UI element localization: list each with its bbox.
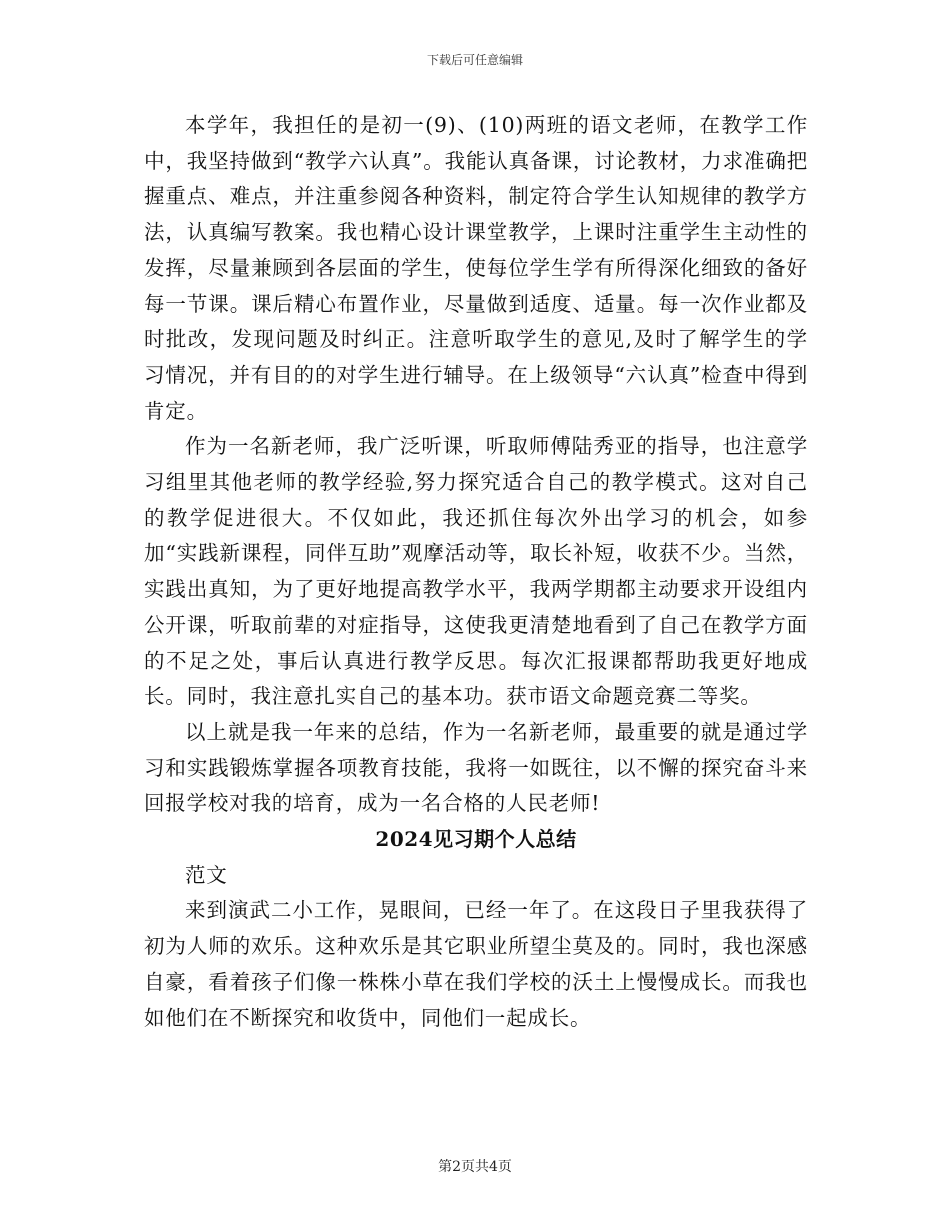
section-title: 2024见习期个人总结 bbox=[375, 827, 577, 852]
page-header: 下载后可任意编辑 bbox=[426, 53, 523, 67]
paragraph-teaching-work: 本学年，我担任的是初一(9)、(10)两班的语文老师，在教学工作中，我坚持做到“教学六认真”。我能认真备课，讨论教材，力求准确把握重点、难点，并注重参阅各种资料，制定符合学生认知规律的教学方法，认真编写教案。我也精心设计课堂教学，上课时注重学生主动性的发挥，尽量兼顾到各层面的学生，使每位学生学有所得深化细致的备好每一节课。课后精心布置作业，尽量做到适度、适量。每一次作业都及时批改，发现问题及时纠正。注意听取学生的意见,及时了解学生的学习情况，并有目的的对学生进行辅导。在上级领导“六认真”检查中得到肯定。 bbox=[144, 113, 808, 423]
paragraph-intro: 来到演武二小工作，晃眼间，已经一年了。在这段日子里我获得了初为人师的欢乐。这种欢乐是其它职业所望尘莫及的。同时，我也深感自豪，看着孩子们像一株株小草在我们学校的沃土上慢慢成长。而我也如他们在不断探究和收货中，同他们一起成长。 bbox=[144, 898, 808, 1030]
paragraph-conclusion: 以上就是我一年来的总结，作为一名新老师，最重要的就是通过学习和实践锻炼掌握各项教育技能，我将一如既往，以不懈的探究奋斗来回报学校对我的培育，成为一名合格的人民老师! bbox=[144, 719, 808, 816]
page-footer: 第2页共4页 bbox=[438, 1159, 512, 1175]
section-label: 范文 bbox=[185, 862, 228, 887]
document-body bbox=[144, 108, 808, 1036]
paragraph-new-teacher-growth: 作为一名新老师，我广泛听课，听取师傅陆秀亚的指导，也注意学习组里其他老师的教学经验,努力探究适合自己的教学模式。这对自己的教学促进很大。不仅如此，我还抓住每次外出学习的机会，如参加“实践新课程，同伴互助”观摩活动等，取长补短，收获不少。当然，实践出真知，为了更好地提高教学水平，我两学期都主动要求开设组内公开课，听取前辈的对症指导，这使我更清楚地看到了自己在教学方面的不足之处，事后认真进行教学反思。每次汇报课都帮助我更好地成长。同时，我注意扎实自己的基本功。获市语文命题竞赛二等奖。 bbox=[144, 434, 808, 709]
